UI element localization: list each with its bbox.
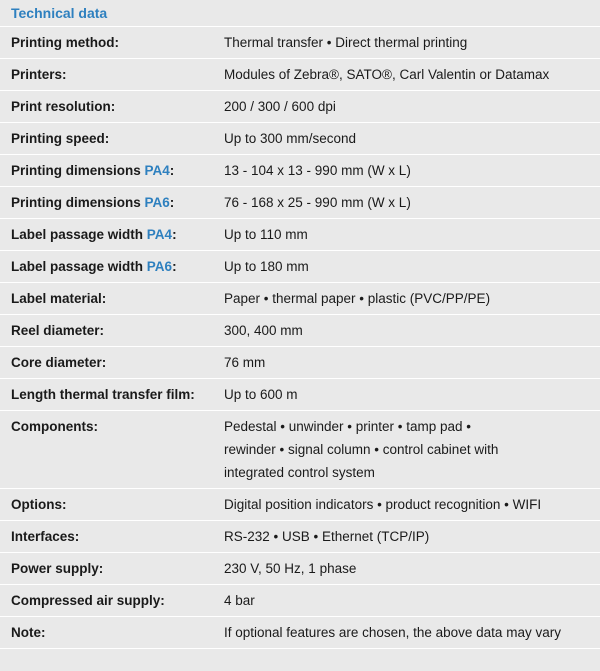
spec-value <box>224 196 600 210</box>
spec-row <box>0 251 600 283</box>
spec-label-text: Compressed air supply: <box>11 593 165 608</box>
spec-value-line: If optional features are chosen, the above data may vary <box>224 625 561 640</box>
spec-row <box>0 553 600 585</box>
spec-value-line: Paper • thermal paper • plastic (PVC/PP/PE) <box>224 291 491 306</box>
spec-label-text: Printing dimensions <box>11 163 145 178</box>
spec-label-text: Note: <box>11 625 46 640</box>
spec-value-line: 76 mm <box>224 355 266 370</box>
spec-value-line: 13 - 104 x 13 - 990 mm (W x L) <box>224 163 411 178</box>
spec-label-text: Printers: <box>11 67 67 82</box>
spec-row <box>0 347 600 379</box>
spec-value-line: 76 - 168 x 25 - 990 mm (W x L) <box>224 195 411 210</box>
spec-label-text: Options: <box>11 497 67 512</box>
spec-label-text: Reel diameter: <box>11 323 105 338</box>
spec-value <box>224 164 600 178</box>
spec-label-text: Print resolution: <box>11 99 116 114</box>
spec-value-line: 300, 400 mm <box>224 323 303 338</box>
spec-label-text: Label passage width <box>11 259 147 274</box>
spec-label <box>0 100 224 114</box>
spec-value <box>224 498 600 512</box>
spec-value <box>224 356 600 370</box>
spec-label-text: Label material: <box>11 291 107 306</box>
spec-label <box>0 324 224 338</box>
spec-row <box>0 585 600 617</box>
spec-value-line: Up to 600 m <box>224 387 298 402</box>
spec-label-text: Printing speed: <box>11 131 110 146</box>
spec-label <box>0 388 224 402</box>
spec-value <box>224 562 600 576</box>
spec-value <box>224 594 600 608</box>
spec-row <box>0 59 600 91</box>
spec-label <box>0 164 224 178</box>
spec-label <box>0 196 224 210</box>
spec-label <box>0 626 224 640</box>
spec-value-line: Thermal transfer • Direct thermal printing <box>224 35 468 50</box>
spec-value <box>224 324 600 338</box>
spec-label-model: PA6 <box>144 195 170 210</box>
spec-row <box>0 521 600 553</box>
spec-value <box>224 68 600 82</box>
spec-label-text: Printing dimensions <box>11 195 145 210</box>
spec-label-suffix: : <box>169 163 175 178</box>
spec-label <box>0 228 224 242</box>
spec-label <box>0 530 224 544</box>
spec-row <box>0 187 600 219</box>
spec-row <box>0 315 600 347</box>
spec-row <box>0 379 600 411</box>
spec-value-line: rewinder • signal column • control cabinet with <box>224 442 499 457</box>
spec-label <box>0 68 224 82</box>
spec-value-line: 230 V, 50 Hz, 1 phase <box>224 561 357 576</box>
spec-label-suffix: : <box>172 259 177 274</box>
spec-value-line: Digital position indicators • product recognition • WIFI <box>224 497 542 512</box>
spec-label-model: PA6 <box>146 259 173 274</box>
spec-value <box>224 388 600 402</box>
spec-value-line: Up to 300 mm/second <box>224 131 357 146</box>
spec-label <box>0 415 224 484</box>
spec-label-model: PA4 <box>144 163 170 178</box>
spec-value-line: 200 / 300 / 600 dpi <box>224 99 336 114</box>
spec-value-line: Modules of Zebra®, SATO®, Carl Valentin or Datamax <box>224 67 550 82</box>
spec-label-text: Interfaces: <box>11 529 80 544</box>
spec-value-line: 4 bar <box>224 593 255 608</box>
spec-value-line: Up to 180 mm <box>224 259 309 274</box>
spec-label <box>0 292 224 306</box>
spec-label-model: PA4 <box>146 227 173 242</box>
spec-value <box>224 626 600 640</box>
spec-value <box>224 415 600 484</box>
spec-value <box>224 530 600 544</box>
spec-value-line: integrated control system <box>224 465 375 480</box>
spec-row <box>0 91 600 123</box>
spec-label <box>0 356 224 370</box>
spec-label <box>0 498 224 512</box>
spec-row <box>0 283 600 315</box>
spec-label-text: Length thermal transfer film: <box>11 387 195 402</box>
section-title: Technical data <box>11 5 108 21</box>
spec-value-line: RS-232 • USB • Ethernet (TCP/IP) <box>224 529 430 544</box>
spec-value-line: Pedestal • unwinder • printer • tamp pad • <box>224 419 472 434</box>
spec-row <box>0 411 600 489</box>
spec-label <box>0 260 224 274</box>
spec-row <box>0 489 600 521</box>
spec-row <box>0 123 600 155</box>
spec-label <box>0 594 224 608</box>
spec-label-suffix: : <box>172 227 177 242</box>
spec-row <box>0 27 600 59</box>
spec-label-text: Components: <box>11 419 98 434</box>
spec-value <box>224 36 600 50</box>
spec-label-text: Label passage width <box>11 227 147 242</box>
spec-value <box>224 292 600 306</box>
spec-label <box>0 36 224 50</box>
spec-label <box>0 132 224 146</box>
spec-row <box>0 219 600 251</box>
spec-value <box>224 132 600 146</box>
spec-value <box>224 228 600 242</box>
spec-value <box>224 100 600 114</box>
spec-value-line: Up to 110 mm <box>224 227 308 242</box>
spec-label <box>0 562 224 576</box>
spec-label-text: Power supply: <box>11 561 104 576</box>
spec-label-text: Printing method: <box>11 35 119 50</box>
spec-row <box>0 617 600 649</box>
spec-label-suffix: : <box>169 195 175 210</box>
spec-label-text: Core diameter: <box>11 355 107 370</box>
spec-value <box>224 260 600 274</box>
spec-table <box>0 27 600 649</box>
spec-row <box>0 155 600 187</box>
